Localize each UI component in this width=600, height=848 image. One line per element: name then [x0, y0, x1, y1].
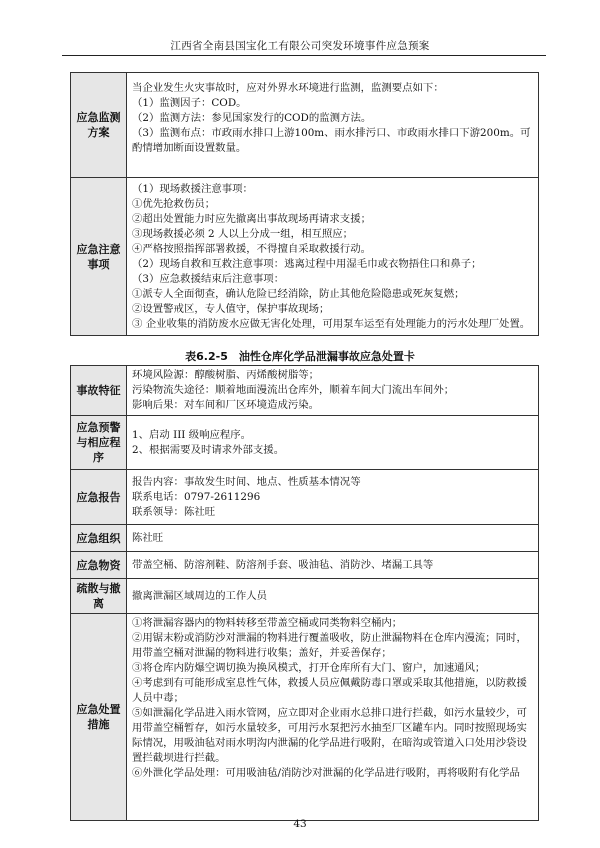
row-label-response-measures: 应急处置措施 — [71, 614, 127, 821]
content-line: 1、启动 III 级响应程序。 — [132, 428, 252, 441]
row-content-warning-response — [127, 416, 539, 470]
page-header: 江西省全南县国宝化工有限公司突发环境事件应急预案 — [170, 40, 430, 52]
content-line: 环境风险源：醇酸树脂、丙烯酸树脂等； — [132, 369, 320, 381]
table-emergency-monitoring — [70, 72, 539, 336]
row-label-warning-response: 应急预警与相应程序 — [71, 416, 127, 470]
row-label-emergency-organization: 应急组织 — [71, 525, 127, 552]
row-content-evacuation — [127, 579, 539, 614]
content-line: ①优先抢救伤员； — [132, 198, 216, 210]
content-line: 报告内容：事故发生时间、地点、性质基本情况等 — [132, 475, 361, 488]
row-label-emergency-report: 应急报告 — [71, 470, 127, 525]
content-line: ③现场救援必须 2 人以上分成一组，相互照应； — [132, 228, 354, 240]
content-line: 联系电话：0797-2611296 — [132, 490, 261, 503]
content-line: （3）监测布点：市政雨水排口上游100m、雨水排污口、市政雨水排口下游200m。可酌情增加断面设置数量。 — [132, 127, 531, 154]
content-line: （2）监测方法：参见国家发行的COD的监测方法。 — [132, 112, 372, 124]
content-line: （3）应急救援结束后注意事项： — [132, 273, 285, 285]
content-line: （1）监测因子：COD。 — [132, 97, 247, 109]
content-line: ②用锯末粉或消防沙对泄漏的物料进行覆盖吸收，防止泄漏物料在仓库内漫流；同时，用带盖空桶对泄漏的物料进行收集；盖好，并妥善保存； — [132, 632, 527, 659]
table-row — [71, 178, 539, 336]
content-line: ①派专人全面彻查，确认危险已经消除，防止其他危险隐患或死灰复燃； — [132, 288, 465, 300]
content-line: ③ 企业收集的消防废水应做无害化处理，可用泵车运至有处理能力的污水处理厂处置。 — [132, 318, 531, 330]
content-line: （1）现场救援注意事项： — [132, 183, 253, 195]
table-row — [71, 614, 539, 821]
row-content-accident-features — [127, 366, 539, 416]
row-label-precautions: 应急注意事项 — [71, 178, 127, 336]
content-line: ②设置警戒区，专人值守，保护事故现场； — [132, 303, 330, 315]
row-content-response-measures — [127, 614, 539, 821]
content-line: 当企业发生火灾事故时，应对外界水环境进行监测，监测要点如下： — [132, 82, 444, 94]
table-row — [71, 525, 539, 552]
content-line: ④严格按照指挥部署救援，不得擅自采取救援行动。 — [132, 243, 371, 255]
content-line: ③将仓库内防爆空调切换为换风模式，打开仓库所有大门、窗户，加速通风； — [132, 662, 486, 674]
content-line: 2、根据需要及时请求外部支援。 — [132, 443, 285, 456]
row-content-emergency-supplies — [127, 552, 539, 579]
row-label-accident-features: 事故特征 — [71, 366, 127, 416]
content-line: 影响后果：对车间和厂区环境造成污染。 — [132, 399, 320, 411]
content-line: （2）现场自救和互救注意事项：逃离过程中用湿毛巾或衣物捂住口和鼻子； — [132, 258, 482, 270]
content-line: 带盖空桶、防溶剂鞋、防溶剂手套、吸油毡、消防沙、堵漏工具等 — [132, 558, 434, 571]
row-label-emergency-supplies: 应急物资 — [71, 552, 127, 579]
content-line: ⑤如泄漏化学品进入雨水管网，应立即对企业雨水总排口进行拦截，如污水量较少，可用带盖空桶暂存，如污水量较多，可用污水泵把污水抽至厂区罐车内。同时按照现场实际情况，用吸油毡对雨水明沟内泄漏的化学品进行吸附，在暗沟或管道入口处用沙袋设置拦截坝进行拦截。 — [132, 707, 527, 764]
content-line: ⑥外泄化学品处理：可用吸油毡/消防沙对泄漏的化学品进行吸附，再将吸附有化学品 — [132, 767, 520, 779]
table-row — [71, 73, 539, 178]
content-line: 污染物流失途径：顺着地面漫流出仓库外，顺着车间大门流出车间外； — [132, 384, 455, 396]
header-rule — [62, 55, 546, 56]
row-content-monitoring-plan — [127, 73, 539, 178]
row-label-evacuation: 疏散与撤离 — [71, 579, 127, 614]
content-line: 联系领导：陈社旺 — [132, 505, 216, 518]
row-content-emergency-organization — [127, 525, 539, 552]
table-row — [71, 470, 539, 525]
row-content-emergency-report — [127, 470, 539, 525]
table-row — [71, 366, 539, 416]
table-row — [71, 416, 539, 470]
content-line: ②超出处置能力时应先撤离出事故现场再请求支援； — [132, 213, 371, 225]
content-line: 陈社旺 — [132, 531, 164, 544]
page-number: 43 — [293, 818, 307, 830]
row-content-precautions — [127, 178, 539, 336]
content-line: 撤离泄漏区域周边的工作人员 — [132, 589, 268, 602]
table-caption: 表6.2-5 油性仓库化学品泄漏事故应急处置卡 — [185, 350, 415, 363]
table-spill-response-card — [70, 365, 539, 821]
row-label-monitoring-plan: 应急监测方案 — [71, 73, 127, 178]
table-row — [71, 579, 539, 614]
content-line: ④考虑到有可能形成室息性气体，救援人员应佩戴防毒口罩或采取其他措施，以防救援人员中毒； — [132, 677, 527, 704]
table-row — [71, 552, 539, 579]
content-line: ①将泄漏容器内的物料转移至带盖空桶或同类物料空桶内； — [132, 617, 403, 629]
